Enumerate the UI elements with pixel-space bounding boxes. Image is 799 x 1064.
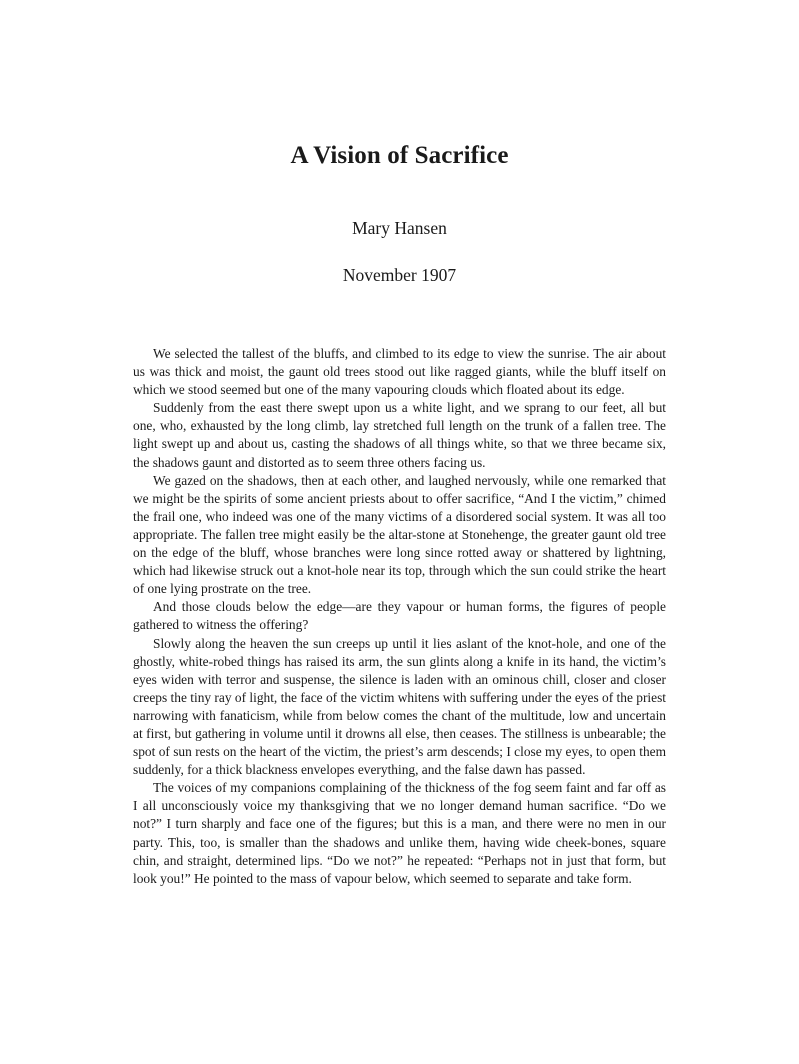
document-date: November 1907 (342, 265, 457, 285)
paragraph-4: And those clouds below the edge—are they vapour or human forms, the figures of people gathered to witness the offering? (133, 599, 666, 633)
paragraph-6: The voices of my companions complaining of the thickness of the fog seem faint and far off as I all unconsciously voice my thanksgiving that we no longer demand human sacrifice. “Do we not?” I turn sharply and face one of the figures; but this is a man, and there were no men in our party. This, too, is smaller than the shadows and unlike them, having wide cheek-bones, square chin, and straight, determined lips. “Do we not?” he repeated: “Perhaps not in just that form, but look you!” He pointed to the mass of vapour below, which seemed to separate and take form. (133, 780, 666, 886)
paragraph-5: Slowly along the heaven the sun creeps up until it lies aslant of the knot-hole, and one of the ghostly, white-robed things has raised its arm, the sun glints along a knife in its hand, the victim’s eyes widen with terror and suspense, the silence is laden with an ominous chill, closer and closer creeps the tiny ray of light, the face of the victim whitens with suffering under the eyes of the priest narrowing with fanaticism, while from below comes the chant of the multitude, low and uncertain at first, but gathering in volume until it drowns all else, then ceases. The stillness is unbearable; the spot of sun rests on the heart of the victim, the priest’s arm descends; I close my eyes, to open them suddenly, for a thick blackness envelopes everything, and the false dawn has passed. (133, 635, 666, 778)
paragraph-1: We selected the tallest of the bluffs, and climbed to its edge to view the sunrise. The air about us was thick and moist, the gaunt old trees stood out like ragged giants, while the bluff itself on which we stood seemed but one of the many vapouring clouds which floated about its edge. (133, 346, 666, 398)
document-body (133, 345, 666, 888)
paragraph-3: We gazed on the shadows, then at each other, and laughed nervously, while one remarked that we might be the spirits of some ancient priests about to offer sacrifice, “And I the victim,” chimed the frail one, who indeed was one of the many victims of a disordered social system. It was all too appropriate. The fallen tree might easily be the altar-stone at Stonehenge, the greater gaunt old tree on the edge of the bluff, whose branches were long since rotted away or shattered by lightning, which had likewise struck out a knot-hole near its top, through which the sun could strike the heart of one lying prostrate on the tree. (133, 472, 666, 597)
document-author: Mary Hansen (352, 218, 447, 238)
document-title: A Vision of Sacrifice (290, 142, 509, 169)
paragraph-2: Suddenly from the east there swept upon us a white light, and we sprang to our feet, all but one, who, exhausted by the long climb, lay stretched full length on the trunk of a fallen tree. The light swept up and about us, casting the shadows of all things white, so that we three became six, the shadows gaunt and distorted as to seem three others facing us. (133, 400, 666, 470)
